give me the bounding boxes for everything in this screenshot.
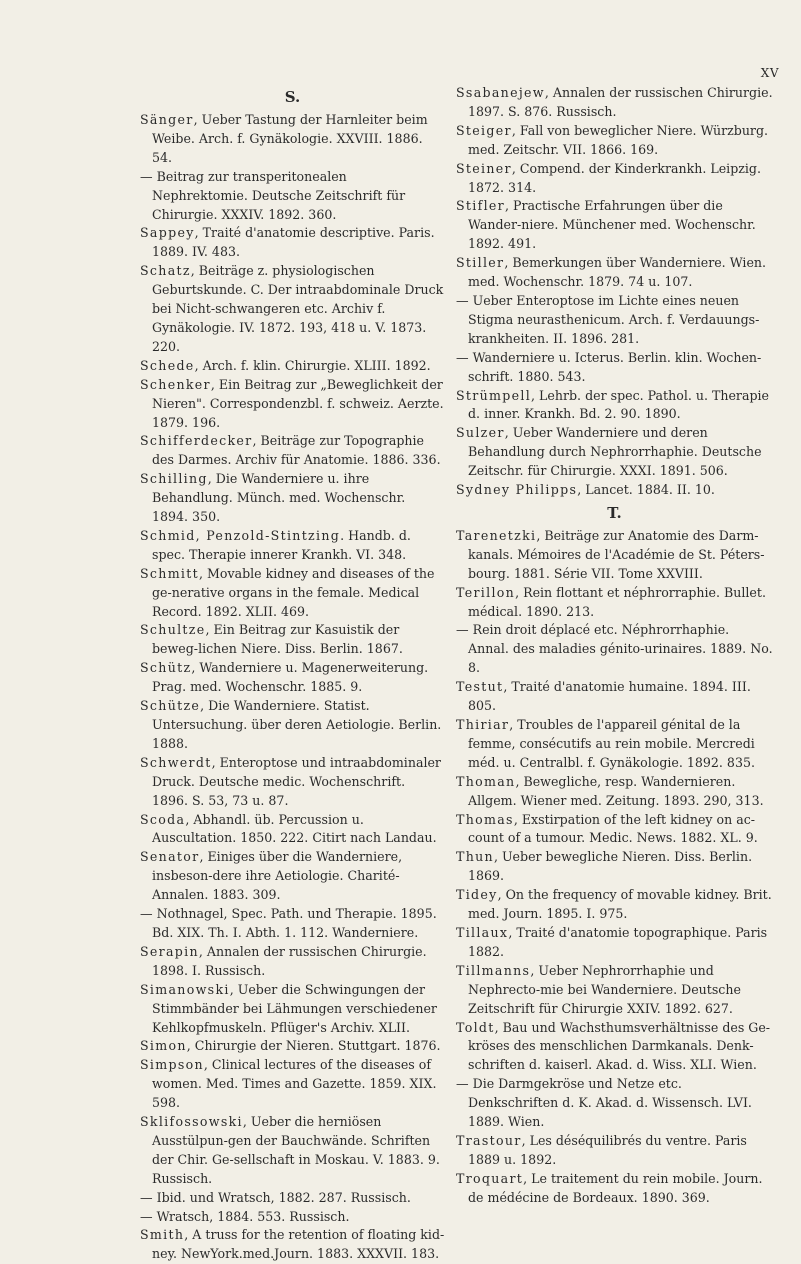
entry-citation: , Beiträge zur Anatomie des Darm-kanals. Mémoires de l'Académie de St. Péters-bourg. 1881. Série VII. Tome XXVIII. <box>468 527 765 581</box>
entry-citation: , Traité d'anatomie humaine. 1894. III. 805. <box>468 679 751 714</box>
entry-citation: , Bau und Wachsthumsverhältnisse des Ge-kröses des menschlichen Darmkanals. Denk-schriften d. kaiserl. Akad. d. Wiss. XLI. Wien. <box>468 1019 771 1073</box>
entry-author: Thiriar <box>456 717 510 732</box>
entry-author: Toldt <box>456 1019 495 1035</box>
bibliography-entry <box>456 481 773 500</box>
entry-author: Simon <box>140 1038 187 1054</box>
entry-author: Sänger <box>140 112 194 127</box>
entry-citation: , Les déséquilibrés du ventre. Paris 1889 u. 1892. <box>468 1132 747 1167</box>
right-entry-list-s <box>456 84 773 500</box>
entry-citation: , Ueber Wanderniere und deren Behandlung durch Nephrorrhaphie. Deutsche Zeitschr. für Chirurgie. XXXI. 1891. 506. <box>468 425 762 479</box>
bibliography-entry <box>140 848 445 905</box>
entry-author: Simanowski <box>140 981 230 997</box>
entry-citation: — Ibid. und Wratsch, 1882. 287. Russisch. <box>140 1189 411 1205</box>
bibliography-entry <box>456 84 773 122</box>
bibliography-entry <box>456 678 773 716</box>
entry-citation: , Chirurgie der Nieren. Stuttgart. 1876. <box>186 1038 441 1054</box>
entry-citation: , Annalen der russischen Chirurgie. 1898. I. Russisch. <box>152 943 427 978</box>
entry-author: Stiller <box>456 255 505 271</box>
entry-citation: , Beiträge zur Topographie des Darmes. Archiv für Anatomie. 1886. 336. <box>152 433 441 468</box>
bibliography-entry <box>456 962 773 1019</box>
entry-author: Senator <box>140 849 200 865</box>
entry-citation: , Practische Erfahrungen über die Wander-niere. Münchener med. Wochenschr. 1892. 491. <box>468 198 756 252</box>
entry-author: Schede <box>140 357 195 373</box>
bibliography-entry <box>140 621 445 659</box>
entry-citation: — Wratsch, 1884. 553. Russisch. <box>140 1208 350 1224</box>
entry-author: Scoda <box>140 811 186 827</box>
entry-citation: , Compend. der Kinderkrankh. Leipzig. 1872. 314. <box>468 160 761 195</box>
entry-citation: . Handb. d. spec. Therapie innerer Krankh. VI. 348. <box>152 527 411 562</box>
entry-citation: , Lehrb. der spec. Pathol. u. Therapie d. inner. Krankh. Bd. 2. 90. 1890. <box>468 387 769 422</box>
entry-author: Ssabanejew <box>456 85 545 100</box>
bibliography-entry <box>140 357 445 376</box>
entry-author: Thun <box>456 849 494 865</box>
entry-author: Tidey <box>456 887 498 903</box>
entry-author: Schultze <box>140 622 206 638</box>
entry-citation: , Movable kidney and diseases of the ge-nerative organs in the female. Medical Record. 1892. XLII. 469. <box>152 565 435 619</box>
bibliography-entry <box>140 943 445 981</box>
bibliography-entry <box>456 1132 773 1170</box>
bibliography-entry <box>140 1189 445 1208</box>
entry-citation: , Enteroptose und intraabdominaler Druck. Deutsche medic. Wochenschrift. 1896. S. 53, 73 u. 87. <box>152 754 441 808</box>
entry-citation: , Traité d'anatomie descriptive. Paris. 1889. IV. 483. <box>152 225 435 260</box>
entry-citation: , Ueber bewegliche Nieren. Diss. Berlin. 1869. <box>468 849 753 884</box>
section-heading-t: T. <box>607 503 622 522</box>
bibliography-entry <box>140 1113 445 1189</box>
entry-citation: , Le traitement du rein mobile. Journ. de médécine de Bordeaux. 1890. 369. <box>468 1170 763 1205</box>
entry-citation: , On the frequency of movable kidney. Brit. med. Journ. 1895. I. 975. <box>468 887 772 922</box>
entry-author: Schmid, Penzold-Stintzing <box>140 527 341 543</box>
entry-author: Tillmanns <box>456 962 531 978</box>
entry-author: Steiner <box>456 160 512 176</box>
bibliography-entry <box>140 697 445 754</box>
bibliography-entry <box>456 924 773 962</box>
entry-citation: — Die Darmgekröse und Netze etc. Denkschriften d. K. Akad. d. Wissensch. LVI. 1889. Wien. <box>456 1076 752 1130</box>
entry-author: Simpson <box>140 1057 204 1073</box>
bibliography-entry <box>140 1056 445 1113</box>
bibliography-entry <box>140 1208 445 1227</box>
bibliography-entry <box>456 1170 773 1208</box>
entry-author: Thoman <box>456 773 516 789</box>
entry-citation: , Einiges über die Wanderniere, insbeson-dere ihre Aetiologie. Charité-Annalen. 1883. 309. <box>152 849 403 903</box>
bibliography-entry <box>456 1075 773 1132</box>
entry-citation: — Wanderniere u. Icterus. Berlin. klin. Wochen-schrift. 1880. 543. <box>456 349 762 384</box>
entry-citation: — Nothnagel, Spec. Path. und Therapie. 1895. Bd. XIX. Th. I. Abth. 1. 112. Wanderniere. <box>140 906 437 940</box>
entry-author: Schenker <box>140 376 211 392</box>
entry-author: Schwerdt <box>140 754 212 770</box>
bibliography-entry <box>140 1037 445 1056</box>
right-entry-list-t <box>456 527 773 1208</box>
bibliography-entry <box>456 122 773 160</box>
left-column <box>140 84 445 1264</box>
bibliography-entry <box>456 584 773 622</box>
bibliography-entry <box>456 1019 773 1076</box>
bibliography-entry <box>140 527 445 565</box>
entry-author: Steiger <box>456 122 512 138</box>
entry-citation: , Annalen der russischen Chirurgie. 1897. S. 876. Russisch. <box>468 85 773 119</box>
bibliography-entry <box>140 376 445 433</box>
entry-author: Sklifossowski <box>140 1114 243 1130</box>
entry-citation: , Ueber die Schwingungen der Stimmbänder bei Lähmungen verschiedener Kehlkopfmuskeln. Pflüger's Archiv. XLII. <box>152 981 437 1035</box>
entry-citation: , Wanderniere u. Magenerweiterung. Prag. med. Wochenschr. 1885. 9. <box>152 660 429 695</box>
entry-citation: , Die Wanderniere. Statist. Untersuchung. über deren Aetiologie. Berlin. 1888. <box>152 698 442 751</box>
section-heading-s: S. <box>284 88 301 106</box>
entry-citation: , Ein Beitrag zur Kasuistik der beweg-lichen Niere. Diss. Berlin. 1867. <box>152 622 403 657</box>
bibliography-entry <box>456 621 773 678</box>
entry-citation: , Ueber Nephrorrhaphie und Nephrecto-mie bei Wanderniere. Deutsche Zeitschrift für Chirurgie XXIV. 1892. 627. <box>468 962 741 1016</box>
entry-citation: , A truss for the retention of floating kid-ney. NewYork.med.Journ. 1883. XXXVII. 183. <box>152 1227 445 1262</box>
bibliography-entry <box>140 1226 445 1264</box>
entry-citation: , Ein Beitrag zur „Beweglichkeit der Nieren". Correspondenzbl. f. schweiz. Aerzte. 1879. 196. <box>152 376 444 430</box>
entry-author: Schmitt <box>140 565 199 581</box>
entry-citation: , Die Wanderniere u. ihre Behandlung. Münch. med. Wochenschr. 1894. 350. <box>152 471 406 525</box>
entry-citation: , Rein flottant et néphrorraphie. Bullet. médical. 1890. 213. <box>468 584 766 619</box>
entry-citation: , Bemerkungen über Wanderniere. Wien. med. Wochenschr. 1879. 74 u. 107. <box>468 255 767 290</box>
bibliography-entry <box>140 659 445 697</box>
entry-citation: , Abhandl. üb. Percussion u. Auscultation. 1850. 222. Citirt nach Landau. <box>152 811 437 846</box>
bibliography-entry <box>456 886 773 924</box>
bibliography-entry <box>140 224 445 262</box>
entry-author: Smith <box>140 1227 185 1243</box>
bibliography-entry <box>456 197 773 254</box>
entry-citation: , Arch. f. klin. Chirurgie. XLIII. 1892. <box>194 357 431 373</box>
entry-citation: , Traité d'anatomie topographique. Paris 1882. <box>468 924 768 959</box>
entry-citation: — Rein droit déplacé etc. Néphrorrhaphie. Annal. des maladies génito-urinaires. 1889. No. 8. <box>456 622 773 676</box>
entry-author: Serapin <box>140 943 199 959</box>
bibliography-entry <box>456 527 773 584</box>
bibliography-entry <box>456 424 773 481</box>
entry-citation: — Ueber Enteroptose im Lichte eines neuen Stigma neurasthenicum. Arch. f. Verdauungs-krankheiten. II. 1896. 281. <box>456 292 760 346</box>
bibliography-entry <box>140 470 445 527</box>
bibliography-entry <box>456 716 773 773</box>
bibliography-entry <box>456 848 773 886</box>
entry-author: Strümpell <box>456 387 532 403</box>
entry-author: Schütze <box>140 698 201 714</box>
bibliography-entry <box>140 111 445 168</box>
entry-citation: , Ueber Tastung der Harnleiter beim Weibe. Arch. f. Gynäkologie. XXVIII. 1886. 54. <box>152 112 428 165</box>
entry-author: Thomas <box>456 811 514 827</box>
entry-author: Schifferdecker <box>140 433 253 449</box>
bibliography-entry <box>140 981 445 1038</box>
entry-citation: , Bewegliche, resp. Wandernieren. Allgem. Wiener med. Zeitung. 1893. 290, 313. <box>468 773 764 808</box>
bibliography-entry <box>456 160 773 198</box>
right-column <box>456 84 773 1208</box>
entry-author: Testut <box>456 679 504 695</box>
entry-author: Schütz <box>140 660 192 676</box>
bibliography-entry <box>140 754 445 811</box>
entry-citation: , Clinical lectures of the diseases of women. Med. Times and Gazette. 1859. XIX. 598. <box>152 1057 437 1111</box>
entry-author: Stifler <box>456 198 505 214</box>
entry-author: Sappey <box>140 225 195 241</box>
bibliography-entry <box>140 168 445 225</box>
bibliography-entry <box>456 254 773 292</box>
entry-author: Tillaux <box>456 924 509 940</box>
entry-citation: , Beiträge z. physiologischen Geburtskunde. C. Der intraabdominale Druck bei Nicht-schwangeren etc. Archiv f. Gynäkologie. IV. 1872. 193, 418 u. V. 1873. 220. <box>152 263 444 354</box>
bibliography-entry <box>456 773 773 811</box>
bibliography-entry <box>456 292 773 349</box>
entry-author: Tarenetzki <box>456 527 537 543</box>
bibliography-entry <box>140 565 445 622</box>
entry-author: Sydney Philipps <box>456 482 578 498</box>
entry-author: Terillon <box>456 584 516 600</box>
entry-author: Schilling <box>140 471 208 487</box>
entry-citation: — Beitrag zur transperitonealen Nephrektomie. Deutsche Zeitschrift für Chirurgie. XXXIV. 1892. 360. <box>140 168 406 222</box>
bibliography-entry <box>456 349 773 387</box>
bibliography-entry <box>456 811 773 849</box>
entry-citation: , Ueber die herniösen Ausstülpun-gen der Bauchwände. Schriften der Chir. Ge-sellschaft in Moskau. V. 1883. 9. Russisch. <box>152 1114 440 1186</box>
left-entry-list <box>140 111 445 1264</box>
entry-citation: , Exstirpation of the left kidney on ac-count of a tumour. Medic. News. 1882. XL. 9. <box>468 811 758 846</box>
entry-author: Troquart <box>456 1170 524 1186</box>
bibliography-entry <box>140 905 445 943</box>
bibliography-entry <box>140 262 445 357</box>
entry-author: Sulzer <box>456 425 505 441</box>
bibliography-entry <box>140 432 445 470</box>
bibliography-entry <box>456 387 773 425</box>
entry-author: Trastour <box>456 1132 522 1148</box>
page-number: XV <box>760 66 779 80</box>
entry-citation: , Lancet. 1884. II. 10. <box>577 482 715 498</box>
entry-author: Schatz <box>140 263 191 279</box>
entry-citation: , Fall von beweglicher Niere. Würzburg. med. Zeitschr. VII. 1866. 169. <box>468 122 769 157</box>
bibliography-entry <box>140 811 445 849</box>
entry-citation: , Troubles de l'appareil génital de la femme, consécutifs au rein mobile. Mercredi méd. u. Centralbl. f. Gynäkologie. 1892. 835. <box>468 717 755 770</box>
